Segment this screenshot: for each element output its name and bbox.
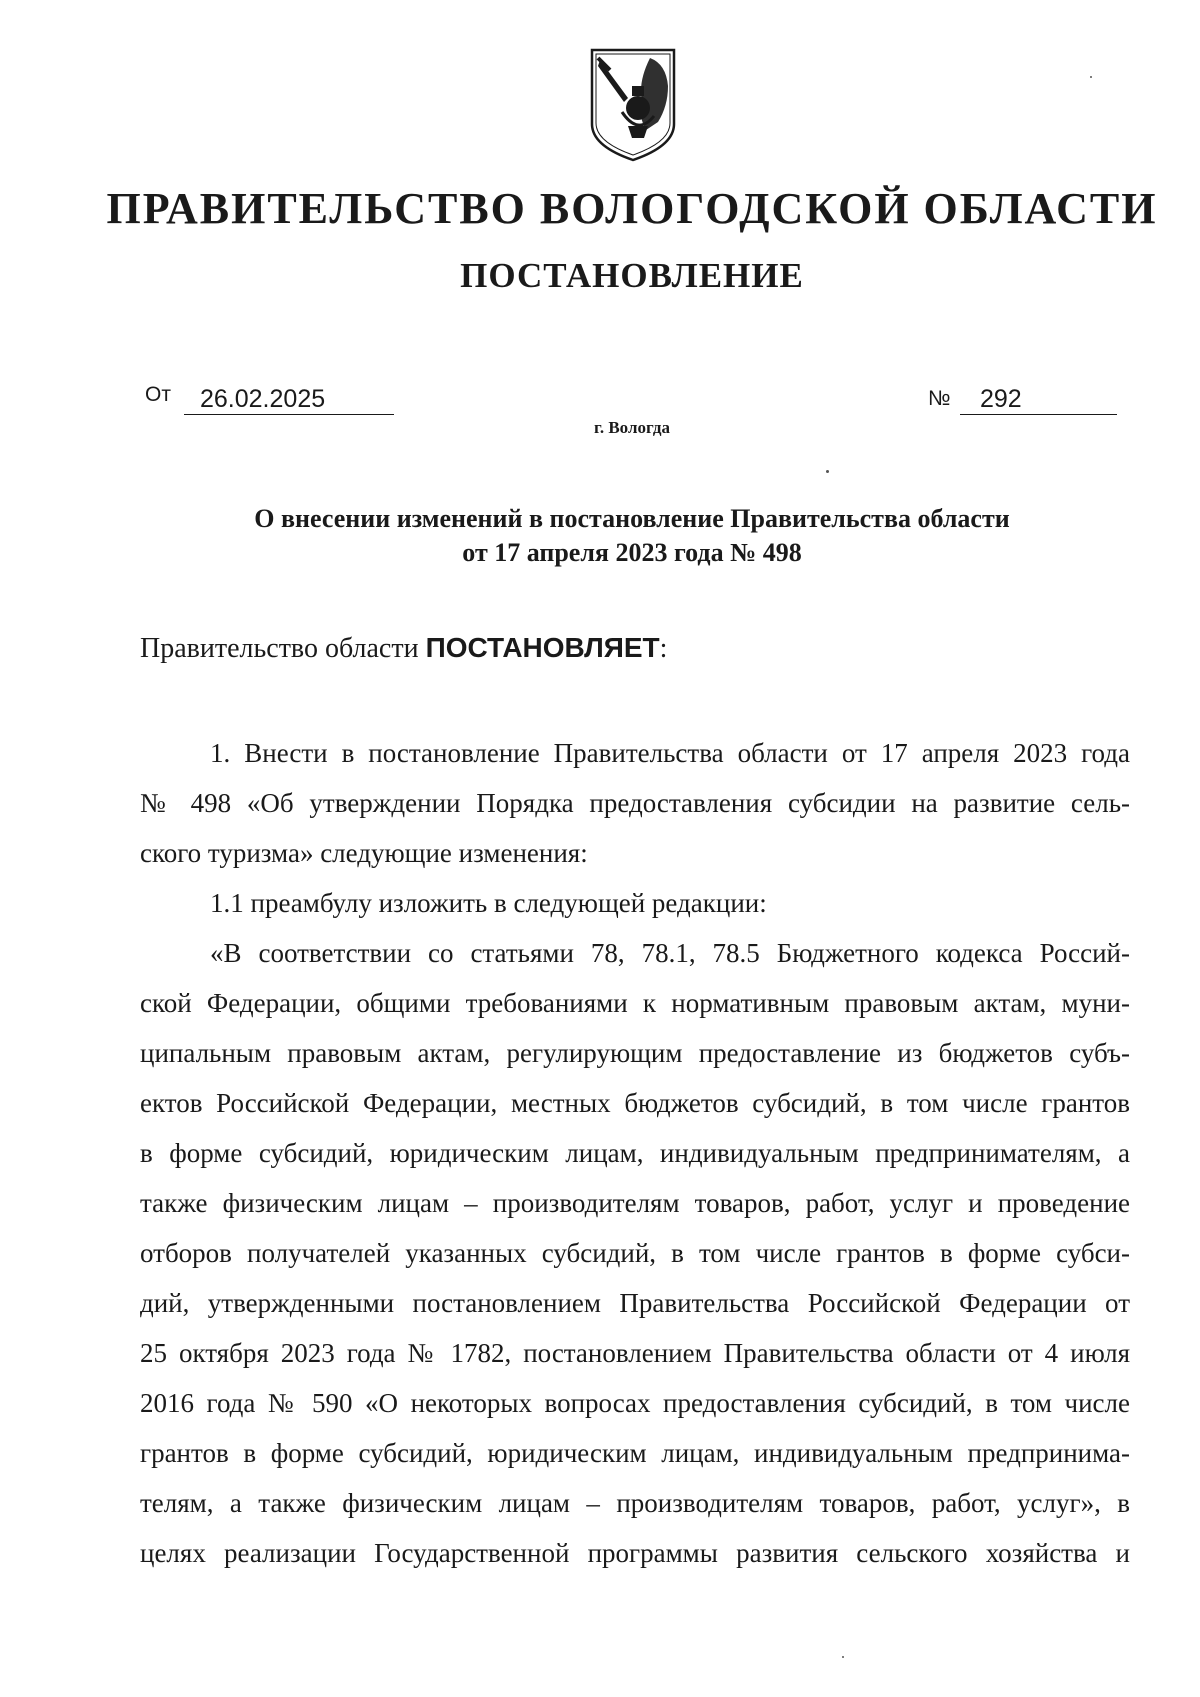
body-line: также физическим лицам – производителям товаров, работ, услуг и проведение xyxy=(140,1188,1130,1218)
body-line: ектов Российской Федерации, местных бюджетов субсидий, в том числе грантов xyxy=(140,1088,1130,1118)
number-prefix: № xyxy=(928,387,951,410)
coat-of-arms-emblem xyxy=(588,46,678,164)
preamble-tail: : xyxy=(659,633,668,664)
body-line: телям, а также физическим лицам – производителям товаров, работ, услуг», в xyxy=(140,1488,1130,1518)
date-prefix: От xyxy=(145,383,171,406)
body-line: 1.1 преамбулу изложить в следующей редакции: xyxy=(210,888,767,918)
scan-speck xyxy=(842,1656,844,1658)
body-line: грантов в форме субсидий, юридическим лицам, индивидуальным предпринима- xyxy=(140,1438,1130,1468)
document-subject xyxy=(0,502,1200,570)
body-line: дий, утвержденными постановлением Правительства Российской Федерации от xyxy=(140,1288,1130,1318)
body-text xyxy=(140,728,1130,1578)
subject-line: О внесении изменений в постановление Правительства области xyxy=(254,504,1010,533)
body-line: 25 октября 2023 года № 1782, постановлением Правительства области от 4 июля xyxy=(140,1338,1130,1368)
organization-title: ПРАВИТЕЛЬСТВО ВОЛОГОДСКОЙ ОБЛАСТИ xyxy=(106,184,1158,233)
body-line: 2016 года № 590 «О некоторых вопросах предоставления субсидий, в том числе xyxy=(140,1388,1130,1418)
preamble-text: Правительство области xyxy=(140,633,426,664)
subject-line: от 17 апреля 2023 года № 498 xyxy=(462,538,802,567)
scan-speck xyxy=(1090,76,1092,78)
body-line: в форме субсидий, юридическим лицам, индивидуальным предпринимателям, а xyxy=(140,1138,1130,1168)
scan-speck xyxy=(826,470,829,473)
city-label: г. Вологда xyxy=(594,418,670,437)
body-line: № 498 «Об утверждении Порядка предоставления субсидии на развитие сель- xyxy=(140,788,1130,818)
preamble-emphasis: ПОСТАНОВЛЯЕТ xyxy=(425,632,660,663)
document-date: 26.02.2025 xyxy=(184,384,394,415)
document-number: 292 xyxy=(960,384,1117,415)
body-line: отборов получателей указанных субсидий, в том числе грантов в форме субси- xyxy=(140,1238,1130,1268)
body-line: «В соответствии со статьями 78, 78.1, 78.5 Бюджетного кодекса Россий- xyxy=(210,938,1130,968)
preamble xyxy=(140,632,667,665)
body-line: ского туризма» следующие изменения: xyxy=(140,838,588,868)
body-line: 1. Внести в постановление Правительства области от 17 апреля 2023 года xyxy=(210,738,1130,768)
body-line: ской Федерации, общими требованиями к нормативным правовым актам, муни- xyxy=(140,988,1130,1018)
body-line: целях реализации Государственной программы развития сельского хозяйства и xyxy=(140,1538,1130,1568)
document-type-title: ПОСТАНОВЛЕНИЕ xyxy=(460,256,804,295)
body-line: ципальным правовым актам, регулирующим предоставление из бюджетов субъ- xyxy=(140,1038,1130,1068)
